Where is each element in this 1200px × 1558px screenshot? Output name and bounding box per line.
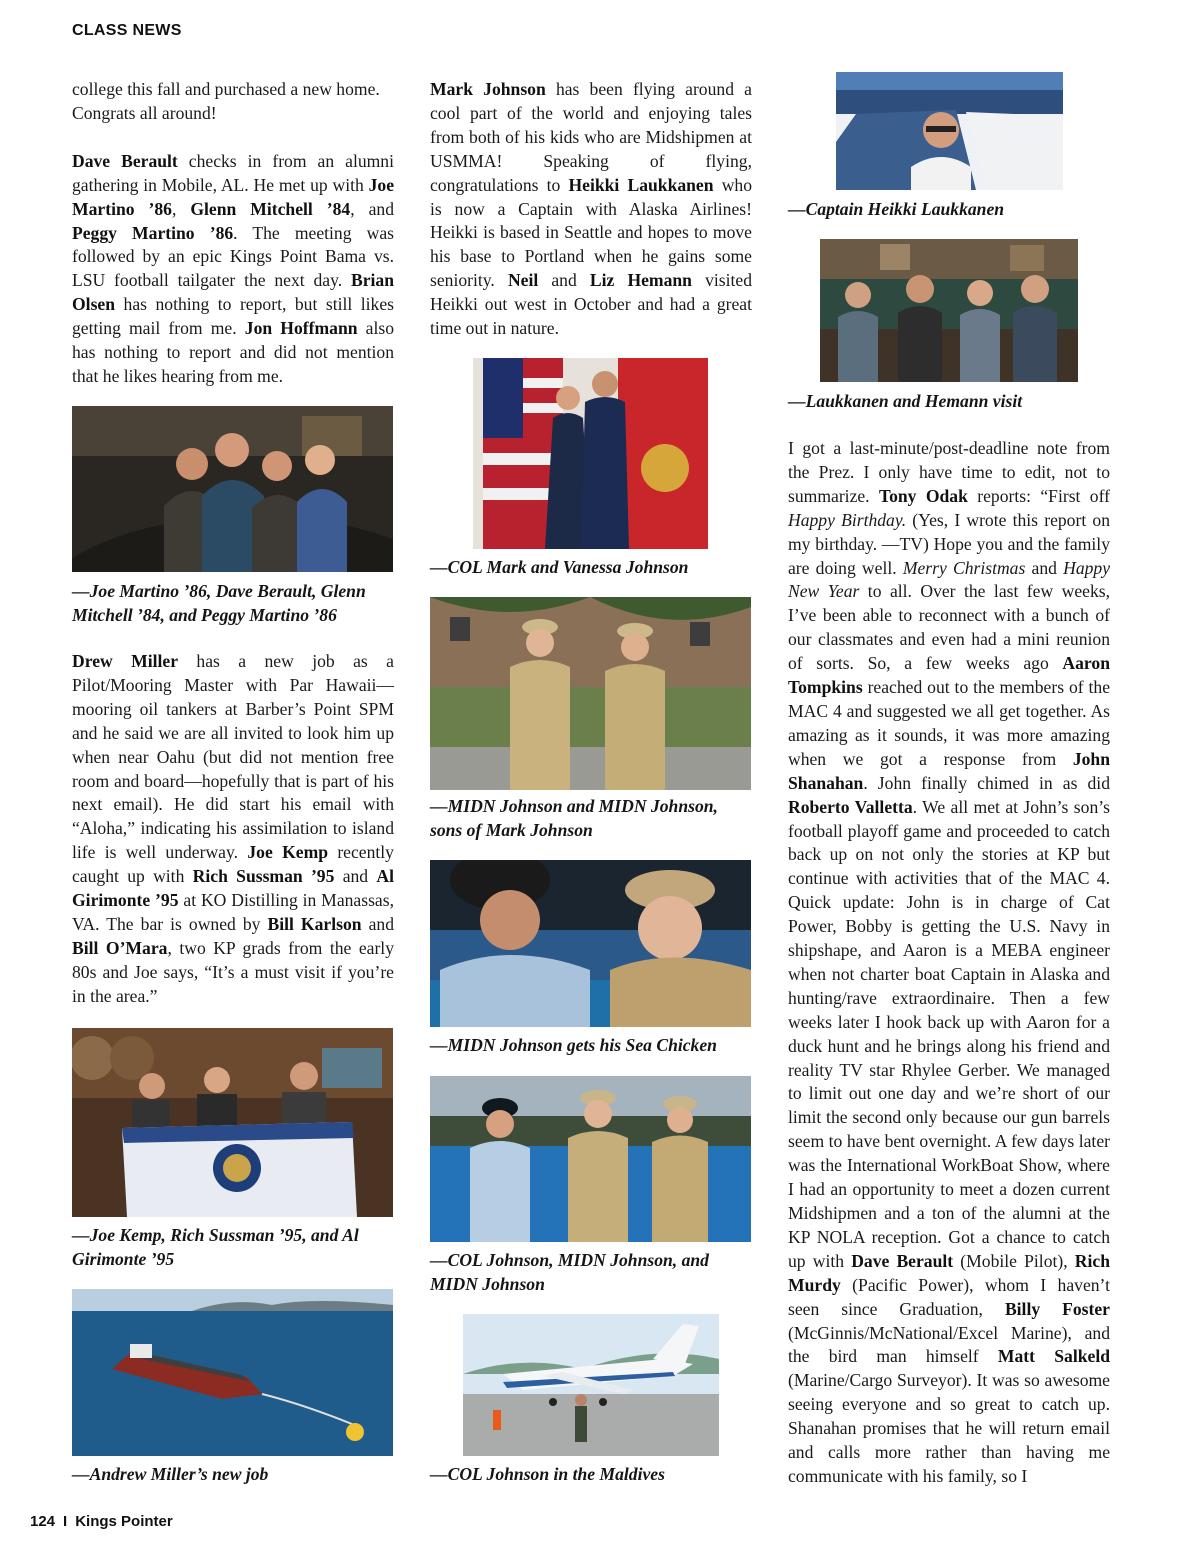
caption-martino-berault-mitchell: —Joe Martino ’86, Dave Berault, Glenn Mitchell ’84, and Peggy Martino ’86 <box>72 581 366 625</box>
paragraph-continued: college this fall and purchased a new home. Congrats all around! <box>72 79 380 123</box>
caption-andrew-miller: —Andrew Miller’s new job <box>72 1464 269 1484</box>
publication-name: Kings Pointer <box>75 1513 173 1530</box>
photo-kemp-sussman-girimonte <box>72 1028 393 1217</box>
footer-separator: I <box>63 1513 68 1530</box>
photo-captain-heikki-cockpit <box>836 72 1063 190</box>
page-number: 124 <box>30 1513 56 1530</box>
caption-laukkanen-hemann: —Laukkanen and Hemann visit <box>788 391 1023 411</box>
column-3-text <box>788 437 1110 1489</box>
caption-mark-vanessa-johnson: —COL Mark and Vanessa Johnson <box>430 557 689 577</box>
caption-captain-heikki: —Captain Heikki Laukkanen <box>788 199 1005 219</box>
paragraph-tony-odak: I got a last-minute/post-deadline note from the Prez. I only have time to edit, not to summarize. Tony Odak reports: “First off Happy Birthday. (Yes, I wrote this report on my birthday. —TV) Hope you and the family are doing well. Merry Christmas and Happy New Year to all. Over the last few weeks, I’ve been able to reconnect with a bunch of our classmates and even had a mini reunion of sorts. So, a few weeks ago Aaron Tompkins reached out to the members of the MAC 4 and suggested we all get together. As amazing as it sounds, it was more amazing when we got a response from John Shanahan. John finally chimed in as did Roberto Valletta. We all met at John’s son’s football playoff game and proceeded to catch back up on not only the stories at KP but continue with activities that of the MAC 4. Quick update: John is in charge of Cat Power, Bobby is getting the U.S. Navy in shipshape, and Aaron is a MEBA engineer when not charter boat Captain in Alaska and hunting/rave extraordinaire. Then a few weeks later I hook back up with Aaron for a duck hunt and he brings along his friend and reality TV star Rhylee Gerber. We managed to limit out one day and we’re short of our limit the second only because our gun barrels seem to have bent overnight. A few days later was the International WorkBoat Show, where I had an opportunity to meet a dozen current Midshipmen and a ton of the alumni at the KP NOLA reception. Got a chance to catch up with Dave Berault (Mobile Pilot), Rich Murdy (Pacific Power), whom I haven’t seen since Graduation, Billy Foster (McGinnis/McNational/Excel Marine), and the bird man himself Matt Salkeld (Marine/Cargo Surveyor). It was so awesome seeing everyone and so great to catch up. Shanahan promises that he will return email and calls more rather than having me communicate with his family, so I <box>788 438 1111 1486</box>
photo-col-midn-johnson <box>430 1076 751 1242</box>
section-label: CLASS NEWS <box>72 22 182 39</box>
photo-martino-berault-mitchell <box>72 406 393 572</box>
photo-laukkanen-hemann <box>820 239 1078 382</box>
photo-maldives-plane <box>463 1314 719 1456</box>
column-1-text-middle <box>72 650 394 1009</box>
caption-maldives: —COL Johnson in the Maldives <box>430 1464 665 1484</box>
photo-midn-johnson-sons <box>430 597 751 790</box>
caption-sea-chicken: —MIDN Johnson gets his Sea Chicken <box>430 1035 717 1055</box>
page-footer <box>30 1513 173 1530</box>
photo-mark-vanessa-johnson <box>473 358 708 549</box>
caption-col-midn-johnson: —COL Johnson, MIDN Johnson, and MIDN Johnson <box>430 1250 709 1294</box>
paragraph-mark-johnson: Mark Johnson has been flying around a cool part of the world and enjoying tales from both of his kids who are Midshipmen at USMMA! Speaking of flying, congratulations to Heikki Laukkanen who is now a Captain with Alaska Airlines! Heikki is based in Seattle and hopes to move his base to Portland when he gains some seniority. Neil and Liz Hemann visited Heikki out west in October and had a great time out in nature. <box>430 79 752 339</box>
column-1-text-top <box>72 78 394 389</box>
paragraph-drew-miller: Drew Miller has a new job as a Pilot/Mooring Master with Par Hawaii—mooring oil tankers at Barber’s Point SPM and he said we are all invited to look him up when near Oahu (but did not mention free room and board—hopefully that is part of his next email). He did start his email with “Aloha,” indicating his assimilation to island life is well underway. Joe Kemp recently caught up with Rich Sussman ’95 and Al Girimonte ’95 at KO Distilling in Manassas, VA. The bar is owned by Bill Karlson and Bill O’Mara, two KP grads from the early 80s and Joe says, “It’s a must visit if you’re in the area.” <box>72 651 394 1006</box>
caption-midn-johnson-sons: —MIDN Johnson and MIDN Johnson, sons of Mark Johnson <box>430 796 718 840</box>
paragraph-dave-berault: Dave Berault checks in from an alumni gathering in Mobile, AL. He met up with Joe Martino ’86, Glenn Mitchell ’84, and Peggy Martino ’86. The meeting was followed by an epic Kings Point Bama vs. LSU football tailgater the next day. Brian Olsen has nothing to report, but still likes getting mail from me. Jon Hoffmann also has nothing to report and did not mention that he likes hearing from me. <box>72 150 395 386</box>
photo-tanker-mooring <box>72 1289 393 1456</box>
photo-sea-chicken <box>430 860 751 1027</box>
caption-kemp-sussman-girimonte: —Joe Kemp, Rich Sussman ’95, and Al Girimonte ’95 <box>72 1225 359 1269</box>
column-2-text-top <box>430 78 752 341</box>
